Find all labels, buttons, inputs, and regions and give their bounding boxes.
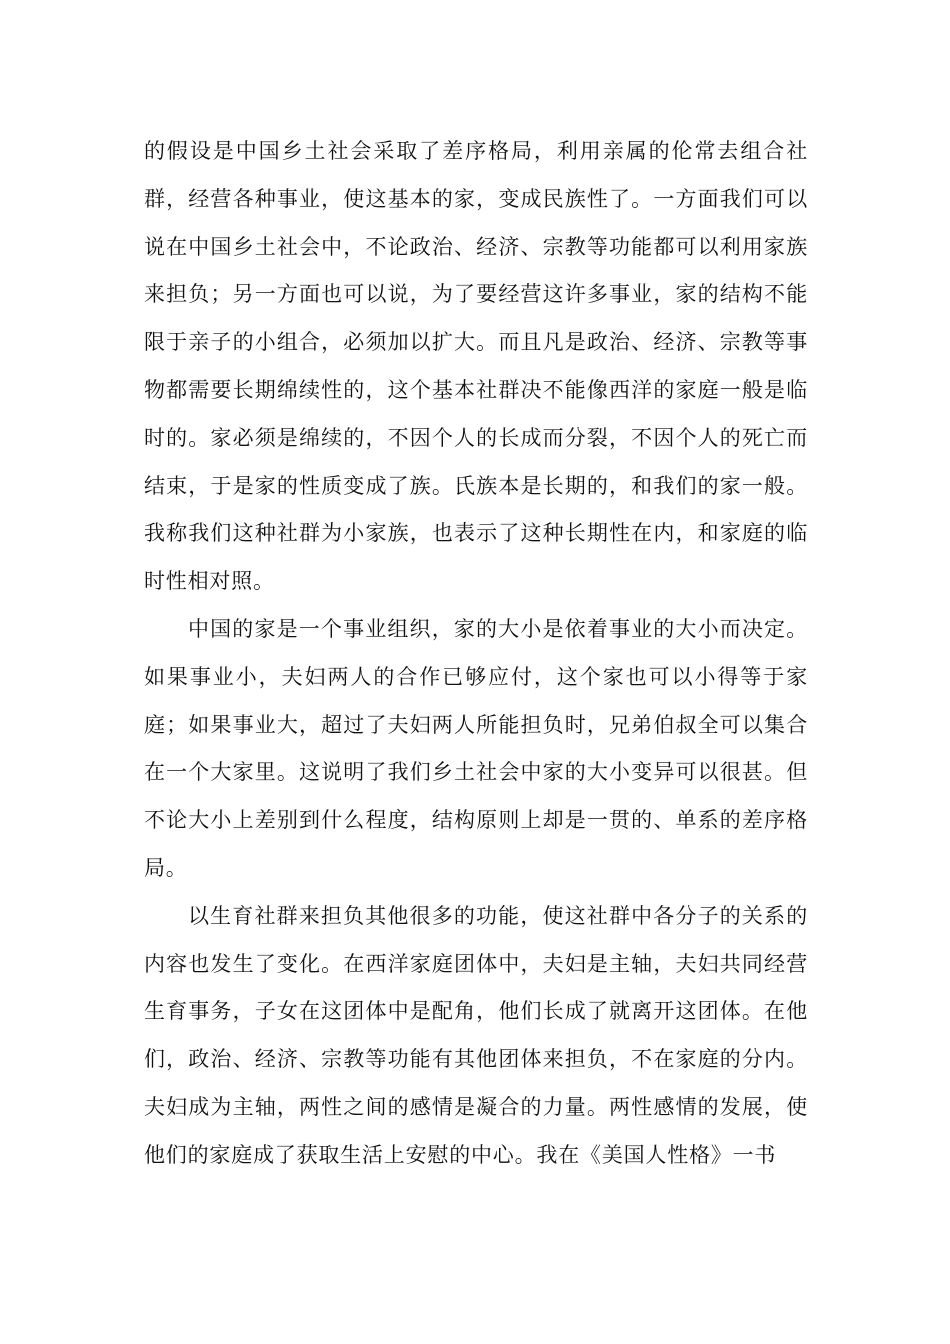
paragraph-2: 中国的家是一个事业组织，家的大小是依着事业的大小而决定。如果事业小，夫妇两人的合作已够应付，这个家也可以小得等于家庭；如果事业大，超过了夫妇两人所能担负时，兄弟伯叔全可以集合在一个大家里。这说明了我们乡土社会中家的大小变异可以很甚。但不论大小上差别到什么程度，结构原则上却是一贯的、单系的差序格局。 (144, 616, 808, 880)
paragraph-1: 的假设是中国乡土社会采取了差序格局，利用亲属的伦常去组合社群，经营各种事业，使这基本的家，变成民族性了。一方面我们可以说在中国乡土社会中，不论政治、经济、宗教等功能都可以利用家族来担负；另一方面也可以说，为了要经营这许多事业，家的结构不能限于亲子的小组合，必须加以扩大。而且凡是政治、经济、宗教等事物都需要长期绵续性的，这个基本社群决不能像西洋的家庭一般是临时的。家必须是绵续的，不因个人的长成而分裂，不因个人的死亡而结束，于是家的性质变成了族。氏族本是长期的，和我们的家一般。我称我们这种社群为小家族，也表示了这种长期性在内，和家庭的临时性相对照。 (144, 139, 808, 594)
document-body (144, 128, 808, 1180)
paragraph-3: 以生育社群来担负其他很多的功能，使这社群中各分子的关系的内容也发生了变化。在西洋家庭团体中，夫妇是主轴，夫妇共同经营生育事务，子女在这团体中是配角，他们长成了就离开这团体。在他们，政治、经济、宗教等功能有其他团体来担负，不在家庭的分内。夫妇成为主轴，两性之间的感情是凝合的力量。两性感情的发展，使他们的家庭成了获取生活上安慰的中心。我在《美国人性格》一书 (144, 903, 808, 1167)
